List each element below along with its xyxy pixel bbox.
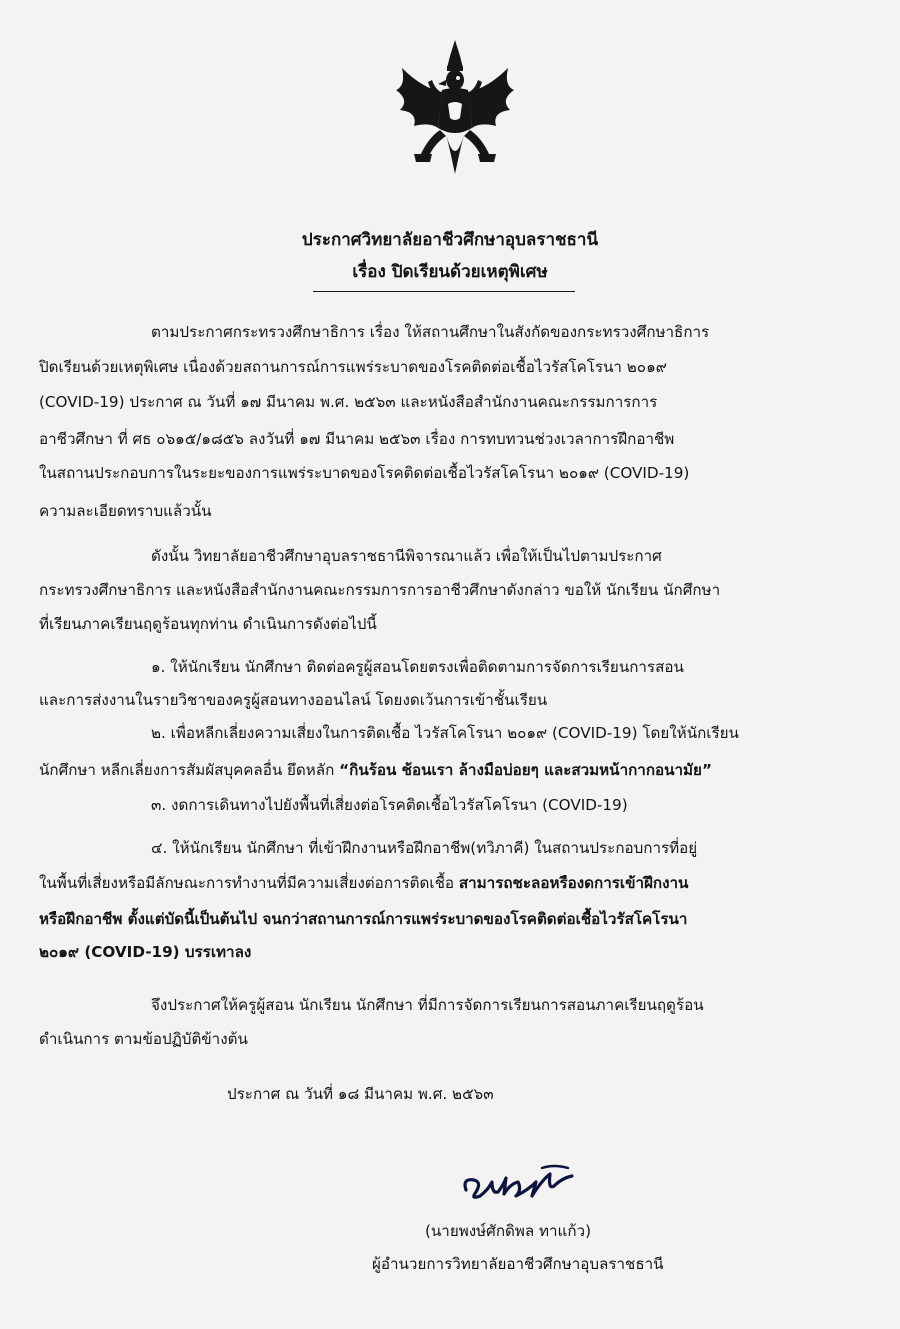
paragraph-line: (COVID-19) ประกาศ ณ วันที่ ๑๗ มีนาคม พ.ศ. ๒๕๖๓ และหนังสือสำนักงานคณะกรรมการการ <box>39 393 658 411</box>
list-item-3: ๓. งดการเดินทางไปยังพื้นที่เสี่ยงต่อโรคติดเชื้อไวรัสโคโรนา (COVID-19) <box>151 796 628 814</box>
list-item-1: ๑. ให้นักเรียน นักศึกษา ติดต่อครูผู้สอนโดยตรงเพื่อติดตามการจัดการเรียนการสอน <box>151 658 684 676</box>
list-item-4-cont: หรือฝึกอาชีพ ตั้งแต่บัดนี้เป็นต้นไป จนกว่าสถานการณ์การแพร่ระบาดของโรคติดต่อเชื้อไวรัสโคโรนา <box>39 910 688 928</box>
handwritten-signature-icon <box>458 1160 578 1206</box>
paragraph-line: ที่เรียนภาคเรียนฤดูร้อนทุกท่าน ดำเนินการดังต่อไปนี้ <box>39 615 377 633</box>
list-item-4: ๔. ให้นักเรียน นักศึกษา ที่เข้าฝึกงานหรือฝึกอาชีพ(ทวิภาคี) ในสถานประกอบการที่อยู่ <box>151 839 698 857</box>
closing-line: ดำเนินการ ตามข้อปฏิบัติข้างต้น <box>39 1030 248 1048</box>
announcement-subject: เรื่อง ปิดเรียนด้วยเหตุพิเศษ <box>352 262 548 282</box>
title-divider <box>313 291 575 292</box>
closing-line: จึงประกาศให้ครูผู้สอน นักเรียน นักศึกษา ที่มีการจัดการเรียนการสอนภาคเรียนฤดูร้อน <box>151 996 704 1014</box>
list-item-2: ๒. เพื่อหลีกเลี่ยงความเสี่ยงในการติดเชื้อ ไวรัสโคโรนา ๒๐๑๙ (COVID-19) โดยให้นักเรียน <box>151 724 739 742</box>
list-item-4-cont: ๒๐๑๙ (COVID-19) บรรเทาลง <box>39 943 252 961</box>
garuda-emblem-icon <box>392 38 518 178</box>
item4-bold-text: สามารถชะลอหรืองดการเข้าฝึกงาน <box>458 874 689 892</box>
paragraph-line: อาชีวศึกษา ที่ ศธ ๐๖๑๕/๑๘๕๖ ลงวันที่ ๑๗ มีนาคม ๒๕๖๓ เรื่อง การทบทวนช่วงเวลาการฝึกอาชีพ <box>39 430 675 448</box>
paragraph-line: กระทรวงศึกษาธิการ และหนังสือสำนักงานคณะกรรมการการอาชีวศึกษาดังกล่าว ขอให้ นักเรียน นักศึกษา <box>39 581 721 599</box>
signatory-name: (นายพงษ์ศักดิพล ทาแก้ว) <box>425 1222 591 1240</box>
paragraph-line: ดังนั้น วิทยาลัยอาชีวศึกษาอุบลราชธานีพิจารณาแล้ว เพื่อให้เป็นไปตามประกาศ <box>151 547 662 565</box>
signatory-position: ผู้อำนวยการวิทยาลัยอาชีวศึกษาอุบลราชธานี <box>372 1255 664 1273</box>
item4-plain-text: ในพื้นที่เสี่ยงหรือมีลักษณะการทำงานที่มีความเสี่ยงต่อการติดเชื้อ <box>39 874 459 892</box>
paragraph-line: ในสถานประกอบการในระยะของการแพร่ระบาดของโรคติดต่อเชื้อไวรัสโคโรนา ๒๐๑๙ (COVID-19) <box>39 464 690 482</box>
paragraph-line: ตามประกาศกระทรวงศึกษาธิการ เรื่อง ให้สถานศึกษาในสังกัดของกระทรวงศึกษาธิการ <box>151 323 710 341</box>
paragraph-line: ความละเอียดทราบแล้วนั้น <box>39 502 212 520</box>
paragraph-line: ปิดเรียนด้วยเหตุพิเศษ เนื่องด้วยสถานการณ์การแพร่ระบาดของโรคติดต่อเชื้อไวรัสโคโรนา ๒๐๑๙ <box>39 358 667 376</box>
announcement-title: ประกาศวิทยาลัยอาชีวศึกษาอุบลราชธานี <box>301 230 599 250</box>
list-item-2-cont <box>39 760 712 780</box>
list-item-1-cont: และการส่งงานในรายวิชาของครูผู้สอนทางออนไลน์ โดยงดเว้นการเข้าชั้นเรียน <box>39 691 548 709</box>
list-item-4-cont <box>39 873 688 893</box>
item2-slogan: “กินร้อน ช้อนเรา ล้างมือบ่อยๆ และสวมหน้ากากอนามัย” <box>339 761 712 779</box>
item2-plain-text: นักศึกษา หลีกเลี่ยงการสัมผัสบุคคลอื่น ยึดหลัก <box>39 761 340 779</box>
announcement-date: ประกาศ ณ วันที่ ๑๘ มีนาคม พ.ศ. ๒๕๖๓ <box>227 1085 494 1103</box>
